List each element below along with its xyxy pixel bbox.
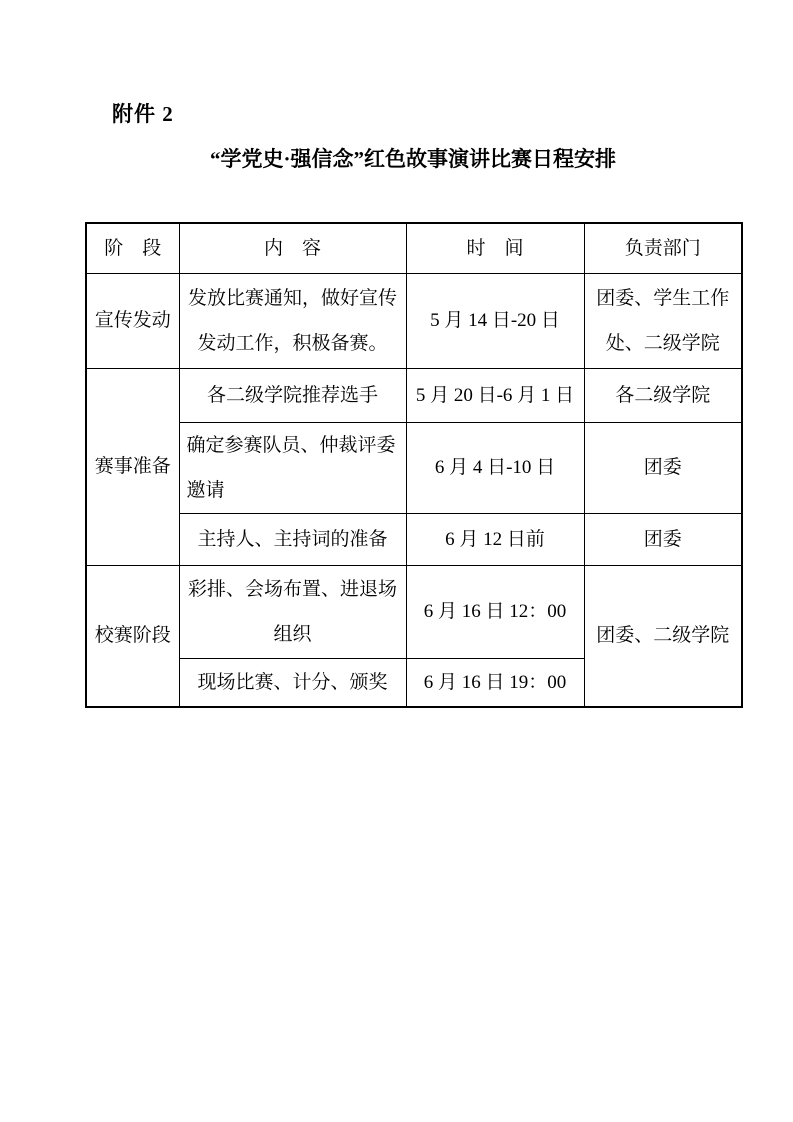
table-row: [86, 565, 742, 658]
time-cell: 6 月 12 日前: [406, 513, 584, 565]
content-cell: 现场比赛、计分、颁奖: [179, 658, 406, 707]
stage-cell: 校赛阶段: [86, 565, 179, 707]
dept-cell: 各二级学院: [584, 368, 742, 422]
dept-cell: 团委: [584, 422, 742, 513]
table-row: [86, 273, 742, 368]
time-cell: 5 月 14 日-20 日: [406, 273, 584, 368]
header-content: 内 容: [179, 223, 406, 273]
header-time: 时 间: [406, 223, 584, 273]
stage-cell: 宣传发动: [86, 273, 179, 368]
content-cell: 发放比赛通知，做好宣传发动工作，积极备赛。: [179, 273, 406, 368]
attachment-label: 附件 2: [112, 102, 174, 126]
dept-cell: 团委: [584, 513, 742, 565]
schedule-table: [85, 222, 743, 708]
time-cell: 6 月 16 日 12：00: [406, 565, 584, 658]
table-row: [86, 422, 742, 513]
time-cell: 6 月 16 日 19：00: [406, 658, 584, 707]
time-cell: 6 月 4 日-10 日: [406, 422, 584, 513]
header-dept: 负责部门: [584, 223, 742, 273]
content-cell: 主持人、主持词的准备: [179, 513, 406, 565]
table-header-row: [86, 223, 742, 273]
page-title: “学党史·强信念”红色故事演讲比赛日程安排: [209, 147, 616, 171]
header-stage: 阶 段: [86, 223, 179, 273]
table-row: [86, 368, 742, 422]
time-cell: 5 月 20 日-6 月 1 日: [406, 368, 584, 422]
content-cell: 彩排、会场布置、进退场组织: [179, 565, 406, 658]
stage-cell: 赛事准备: [86, 368, 179, 565]
table-row: [86, 513, 742, 565]
content-cell: 各二级学院推荐选手: [179, 368, 406, 422]
dept-cell: 团委、二级学院: [584, 565, 742, 707]
content-cell: 确定参赛队员、仲裁评委邀请: [179, 422, 406, 513]
dept-cell: 团委、学生工作处、二级学院: [584, 273, 742, 368]
